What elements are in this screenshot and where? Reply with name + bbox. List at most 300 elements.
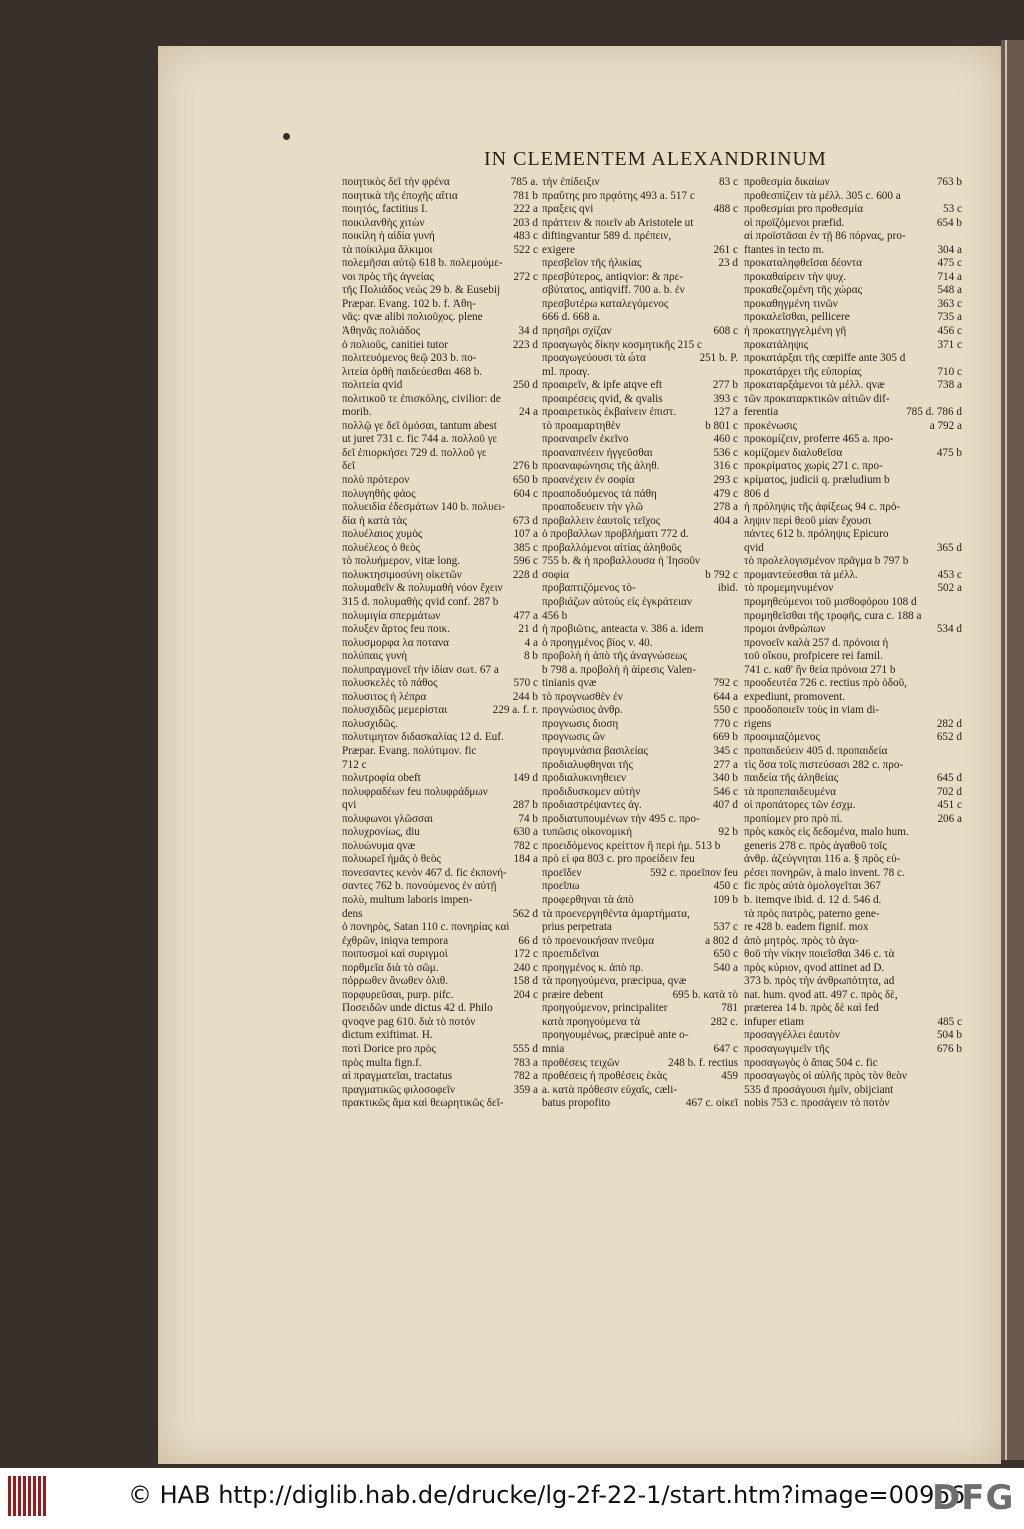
index-entry [744,704,962,718]
index-entry [744,799,962,813]
entry-reference: 4 a [522,637,538,651]
entry-text: πράττειν & ποιεῖν ab Aristotele ut [542,216,694,229]
index-entry [542,203,738,217]
index-entry [744,1070,962,1084]
entry-text: ληψιν περὶ θεοῦ μίαν ἔχουσι [744,514,872,527]
index-entry [542,840,738,854]
entry-reference: 206 a [934,813,962,827]
entry-reference: 363 c [934,298,962,312]
entry-reference: 293 c [710,474,738,488]
index-entry [342,393,538,407]
entry-text: δεῖ ἐπιορκήσει 729 d. πολλοῦ γε [342,446,487,459]
entry-text: ρέσει πονηρῶν, à malo invent. 78 c. [744,866,905,879]
entry-reference: 316 c [710,460,738,474]
index-entry [542,731,738,745]
entry-text: rigens [744,717,772,730]
index-entry [342,691,538,705]
index-entry [744,271,962,285]
entry-text: σβύτατος, antiqviff. 700 a. b. ἐν [542,284,685,297]
index-entry [744,569,962,583]
index-entry [342,786,538,800]
entry-text: τὸ πολυήμερον, vitæ long. [342,555,461,568]
entry-text: πρὸς κακὸς εἰς δεδομένα, malo hum. [744,826,909,839]
index-entry [342,352,538,366]
entry-reference: 24 a [516,406,538,420]
index-entry [542,1057,738,1071]
entry-text: πολυσμορφα λα ποτανα [342,636,449,649]
entry-text: πολυτιμητον διδασκαλίας 12 d. Euf. [342,731,504,744]
entry-text: ferentia [744,406,779,419]
entry-reference: 53 c [940,203,962,217]
entry-text: κατὰ προηγούμενα τὰ [542,1015,641,1028]
entry-text: morib. [342,406,372,419]
index-entry [342,311,538,325]
entry-text: προηγούμενον, principaliter [542,1002,668,1015]
index-entry [744,257,962,271]
entry-text: προεῖπω [542,880,580,893]
index-entry [542,582,738,596]
entry-text: τὸ προλελογισμένον πρᾶγμα b 797 b [744,555,909,568]
entry-text: πολυέλεος ὁ θεὸς [342,541,421,554]
entry-text: παιδεία τῆς ἀληθείας [744,772,839,785]
entry-text: προοιμιαζόμενος [744,731,820,744]
entry-reference: 127 a [710,406,738,420]
index-entry [342,745,538,759]
entry-text: ἀνθρ. ἀζεύγνηται 116 a. § πρὸς εὐ- [744,853,901,866]
index-entry [744,420,962,434]
entry-text: πονεσαντες κενὸν 467 d. fic ἐκπονή- [342,866,507,879]
entry-reference: 460 c [710,433,738,447]
entry-text: προηγουμένως, præcipuè ante o- [542,1029,689,1042]
entry-text: πολιτικοῦ τε ἐπισκόλης, civilior: de [342,392,501,405]
index-entry [744,230,962,244]
entry-text: προαποδυόμενος τὰ πάθη [542,487,657,500]
entry-reference: 23 d [715,257,738,271]
entry-text: προπαιδεύειν 405 d. προπαιδεία [744,744,888,757]
entry-text: exigere [542,243,575,256]
entry-reference: 781 [718,1002,738,1016]
entry-text: τοῦ οἴκου, profpicere rei famil. [744,650,883,663]
entry-reference: 228 d [510,569,538,583]
entry-reference: 287 b [510,799,538,813]
page-header: IN CLEMENTEM ALEXANDRINUM [484,148,827,170]
entry-reference: 710 c [934,366,962,380]
entry-text: νᾶς: qvæ alibi πολιοῦχος. plene [342,311,483,324]
index-entry [342,230,538,244]
entry-reference: 570 c [510,677,538,691]
entry-reference: 504 b [934,1029,962,1043]
index-entry [744,244,962,258]
index-entry [542,555,738,569]
entry-text: tinianis qvæ [542,677,597,690]
entry-reference: b 792 c [702,569,738,583]
entry-text: προκατάληψις [744,338,809,351]
entry-reference: 407 d [710,799,738,813]
entry-text: τὸ προαμαρτηθὲν [542,419,621,432]
entry-reference: 738 a [934,379,962,393]
index-entry [342,176,538,190]
index-entry [542,1016,738,1030]
index-entry [542,908,738,922]
entry-reference: 304 a [934,244,962,258]
entry-text: infuper etiam [744,1015,804,1028]
entry-text: πραξεις qvi [542,203,594,216]
entry-text: αἱ πραγματεῖαι, tractatus [342,1070,453,1083]
index-entry [542,786,738,800]
entry-text: προηγμένος κ. ἀπὸ πρ. [542,961,644,974]
entry-reference: a 792 a [927,420,962,434]
entry-reference: 630 a [510,826,538,840]
entry-reference: 393 c [710,393,738,407]
index-entry [542,1043,738,1057]
entry-text: πρακτικῶς ἅμα καὶ θεωρητικῶς δεῖ- [342,1097,504,1110]
index-entry [542,515,738,529]
index-entry [542,677,738,691]
index-entry [342,799,538,813]
entry-text: ἡ πρόληψις τῆς ἀφίξεως 94 c. πρό- [744,501,901,514]
entry-text: προαναιρεῖν ἐκεῖνο [542,433,629,446]
index-entry [744,731,962,745]
index-entry [542,623,738,637]
entry-text: πρὸ εἰ φα 803 c. pro προείδειν feu [542,853,695,866]
index-entry [342,582,538,596]
index-entry [342,989,538,1003]
entry-text: πραΰτης pro πρᾳότης 493 a. 517 c [542,189,695,202]
entry-text: προμοι ἀνθρώπων [744,623,826,636]
entry-text: προγνωσις ὢν [542,731,605,744]
index-entry [542,284,738,298]
index-entry [542,799,738,813]
index-entry [342,826,538,840]
entry-reference: 453 c [934,569,962,583]
index-entry [342,203,538,217]
entry-text: προαγωγὸς δίκην κοσμητικῆς 215 c [542,338,703,351]
index-entry [744,759,962,773]
entry-text: πάντες 612 b. πρόληψις Epicuro [744,528,889,541]
entry-reference: 644 a [710,691,738,705]
index-entry [744,908,962,922]
entry-text: nat. hum. qvod att. 497 c. πρὸς δὲ, [744,988,898,1001]
entry-text: δεῖ [342,460,355,473]
entry-text: προειδόμενος κρείττον ἢ περὶ ἡμ. 513 b [542,839,721,852]
index-entry [744,935,962,949]
index-entry [342,474,538,488]
entry-text: προκρίματος χωρὶς 271 c. προ- [744,460,883,473]
index-entry [342,813,538,827]
entry-reference: 652 d [934,731,962,745]
index-entry [744,190,962,204]
entry-text: πολυτροφία obeft [342,772,421,785]
entry-reference: 204 c [510,989,538,1003]
index-entry [744,176,962,190]
entry-text: προκαταληφθεῖσαι δέοντα [744,257,862,270]
entry-text: προδιαστρέψαντες ἀγ. [542,799,642,812]
entry-text: λιτεία ὀρθὴ παιδεύεσθαι 468 b. [342,365,483,378]
index-entry [342,1002,538,1016]
index-entry [542,935,738,949]
index-entry [542,474,738,488]
entry-text: προκαλεῖσθαι, pellicere [744,311,850,324]
entry-text: 535 d προσάγουσι ἡμῖν, obijciant [744,1083,894,1096]
entry-text: πολυσχιδῶς μεμερίσται [342,704,448,717]
index-entry [744,1016,962,1030]
entry-text: qvid [744,541,764,554]
entry-reference: 540 a [710,962,738,976]
index-entry [744,989,962,1003]
index-entry [542,975,738,989]
entry-reference: 763 b [934,176,962,190]
entry-text: ut juret 731 c. fic 744 a. πολλοῦ γε [342,433,498,446]
entry-text: προβαπτιζόμενος τὸ- [542,582,636,595]
index-column-1 [342,176,538,1111]
entry-text: προκαθεζομένη τῆς χώρας [744,284,863,297]
entry-reference: 485 c [934,1016,962,1030]
index-entry [342,759,538,773]
index-entry [542,393,738,407]
entry-text: πορθμεῖα διὰ τὸ σῶμ. [342,961,439,974]
entry-reference: 172 c [510,948,538,962]
index-entry [542,759,738,773]
index-entry [744,325,962,339]
entry-reference: 250 d [510,379,538,393]
index-entry [744,921,962,935]
entry-reference: 184 a [510,853,538,867]
entry-text: κρίματος, judicii q. præludium b [744,474,890,487]
index-entry [744,826,962,840]
entry-reference: b 801 c [702,420,738,434]
entry-reference: 537 c [710,921,738,935]
entry-reference: 555 d [510,1043,538,1057]
entry-text: πολυειδία ἐδεσμάτων 140 b. πολυει- [342,501,506,514]
entry-text: batus propofito [542,1097,611,1110]
index-entry [342,637,538,651]
entry-text: πολυώνυμα qvæ [342,839,416,852]
entry-text: re 428 b. eadem fignif. mox [744,921,869,934]
index-entry [542,664,738,678]
entry-text: 741 c. καθ' ἣν θεία πρόνοια 271 b [744,663,896,676]
entry-text: προθεσπίζειν τὰ μέλλ. 305 c. 600 a [744,189,901,202]
index-entry [542,921,738,935]
entry-reference: 340 b [710,772,738,786]
index-entry [744,379,962,393]
index-entry [542,325,738,339]
index-entry [744,474,962,488]
entry-text: πολυμιγία σπερμάτων [342,609,441,622]
entry-text: ὁ πολιοῦς, canitiei tutor [342,338,448,351]
index-entry [744,637,962,651]
entry-text: προσαγωγὸς ὁ ἅπας 504 c. fic [744,1056,878,1069]
entry-reference: 782 c [510,840,538,854]
index-entry [542,339,738,353]
entry-reference: a 802 d [702,935,738,949]
entry-reference: 781 b [510,190,538,204]
entry-reference: 240 c [510,962,538,976]
entry-reference: 276 b [510,460,538,474]
index-entry [342,420,538,434]
entry-text: σαντες 762 b. πονούμενος ἐν αὐτῇ [342,880,497,893]
index-entry [342,1057,538,1071]
entry-text: αἱ προϊστᾶσαι ἐν τῇ 86 πόρνας, pro- [744,230,906,243]
footer-url-text[interactable]: © HAB http://diglib.hab.de/drucke/lg-2f-22-1/start.htm?image=00966 [128,1481,965,1509]
entry-text: προαιρετικὸς ἐκβαίνειν ἐπιστ. [542,406,677,419]
index-entry [542,948,738,962]
entry-reference: 277 b [710,379,738,393]
index-entry [542,745,738,759]
entry-text: προκατάρχει τῆς εὐπορίας [744,365,862,378]
entry-reference: 244 b [510,691,538,705]
entry-reference: 479 c [710,488,738,502]
entry-reference: 251 b. P. [696,352,738,366]
entry-reference: 702 d [934,786,962,800]
index-entry [342,1043,538,1057]
index-entry [542,379,738,393]
entry-reference: 596 c [510,555,538,569]
index-entry [744,460,962,474]
entry-text: προοδευτέα 726 c. rectius πρὸ ὁδοῦ, [744,677,907,690]
index-entry [342,1016,538,1030]
entry-text: fic πρὸς αὐτὰ ὁμολογεῖται 367 [744,880,881,893]
index-entry [342,867,538,881]
entry-text: προθέσεις ἡ προθέσεις ἑκὰς [542,1070,667,1083]
entry-text: προγνώσιος ἀνθρ. [542,704,623,717]
entry-text: τυπῶσις οἰκονομικὴ [542,826,633,839]
index-entry [342,908,538,922]
entry-reference: 459 [718,1070,738,1084]
entry-reference: 770 c [710,718,738,732]
index-entry [542,460,738,474]
entry-text: πολλῷ γε δεῖ ὀμόσαι, tantum abest [342,419,497,432]
entry-text: ὁ πονηρὸς, Satan 110 c. πονηρίας καὶ [342,921,510,934]
entry-text: προαγωγεύουσι τὰ ὦτα [542,352,646,365]
entry-reference: 735 a [934,311,962,325]
index-entry [542,257,738,271]
index-entry [342,244,538,258]
index-entry [744,772,962,786]
entry-reference: 450 c [710,880,738,894]
entry-text: πολιτευόμενος θεῷ 203 b. πο- [342,352,477,365]
index-entry [542,433,738,447]
index-entry [744,203,962,217]
index-entry [744,745,962,759]
entry-text: προκένωσις [744,419,798,432]
entry-text: ποικιλανθὴς χιτὼν [342,216,425,229]
index-entry [342,298,538,312]
entry-text: τῆς Πολιάδος νεὼς 29 b. & Eusebij [342,284,501,297]
entry-reference: 278 a [710,501,738,515]
ink-spot [283,133,290,140]
index-entry [342,1084,538,1098]
entry-reference: 546 c [710,786,738,800]
entry-reference: 8 b [521,650,538,664]
entry-text: expediunt, promovent. [744,690,845,703]
entry-text: προαιρεῖν, & ipfe atqve eft [542,379,663,392]
entry-text: πολυσχιδῶς. [342,717,398,730]
index-entry [542,1084,738,1098]
index-entry [542,962,738,976]
entry-text: προαποδευειν τὴν γλῶ [542,501,643,514]
entry-reference: 149 d [510,772,538,786]
entry-reference: 109 b [710,894,738,908]
entry-reference: 282 d [934,718,962,732]
entry-text: ποικίλη ἡ αἰδία γυνή [342,230,435,243]
entry-text: πολιτεία qvid [342,379,403,392]
entry-text: πρησῆρι σχίζαν [542,325,612,338]
entry-text: dens [342,907,363,920]
entry-text: πολυφωνοι γλῶσσαι [342,812,433,825]
index-entry [342,935,538,949]
index-entry [342,542,538,556]
entry-text: προβαλλόμενοι αἰτίας ἀληθοῦς [542,541,682,554]
index-entry [342,284,538,298]
index-entry [342,623,538,637]
index-entry [342,433,538,447]
index-entry [744,677,962,691]
entry-text: προβιάζων αὐτοὺς εἰς ἐγκράτειαν [542,595,692,608]
index-entry [744,691,962,705]
index-entry [342,610,538,624]
entry-text: 712 c [342,758,367,771]
entry-reference: 282 c. [708,1016,738,1030]
entry-text: προαναπνέειν ἠγγεῦσθαι [542,446,653,459]
entry-reference: 792 c [710,677,738,691]
index-entry [744,1002,962,1016]
index-entry [744,298,962,312]
entry-text: προσαγωγιμεῖν τῆς [744,1043,830,1055]
index-entry [542,772,738,786]
index-entry [744,596,962,610]
index-entry [342,555,538,569]
entry-text: prius perpetrata [542,921,612,934]
entry-reference: 592 c. προεῖπον feu [647,867,738,881]
index-entry [342,325,538,339]
index-entry [342,366,538,380]
index-entry [744,406,962,420]
entry-text: ὁ προβαλλων προβλήματι 772 d. [542,528,689,541]
index-column-2 [542,176,738,1111]
index-entry [342,840,538,854]
entry-reference: 248 b. f. rectius [665,1057,738,1071]
entry-text: πολὺ, multum laboris impen- [342,893,473,906]
index-entry [744,542,962,556]
entry-reference: 475 c [934,257,962,271]
index-entry [342,406,538,420]
index-entry [542,1002,738,1016]
entry-text: πόρρωθεν ἄνωθεν ὀλιθ. [342,975,448,988]
index-entry [542,488,738,502]
index-entry [744,975,962,989]
index-entry [744,813,962,827]
entry-text: πολὺ πρότερον [342,474,410,487]
entry-text: προεῖδεν [542,866,582,879]
index-entry [542,650,738,664]
index-entry [744,501,962,515]
entry-reference: 158 d [510,975,538,989]
entry-reference: 647 c [710,1043,738,1057]
entry-reference: 785 a. [508,176,538,190]
facing-page-edge [1001,40,1024,1460]
entry-reference: 522 c [510,244,538,258]
entry-reference: ibid. [715,582,738,596]
index-entry [542,501,738,515]
index-entry [342,975,538,989]
index-entry [542,867,738,881]
index-entry [542,271,738,285]
entry-text: πολυσιτος ἡ λέπρα [342,690,427,703]
entry-reference: 66 d [515,935,538,949]
index-entry [342,677,538,691]
entry-text: πολυωρεῖ ἡμᾶς ὁ θεὸς [342,853,441,866]
entry-text: 755 b. & ἡ προβαλλουσα ἡ Ἰησοῦν [542,555,700,568]
